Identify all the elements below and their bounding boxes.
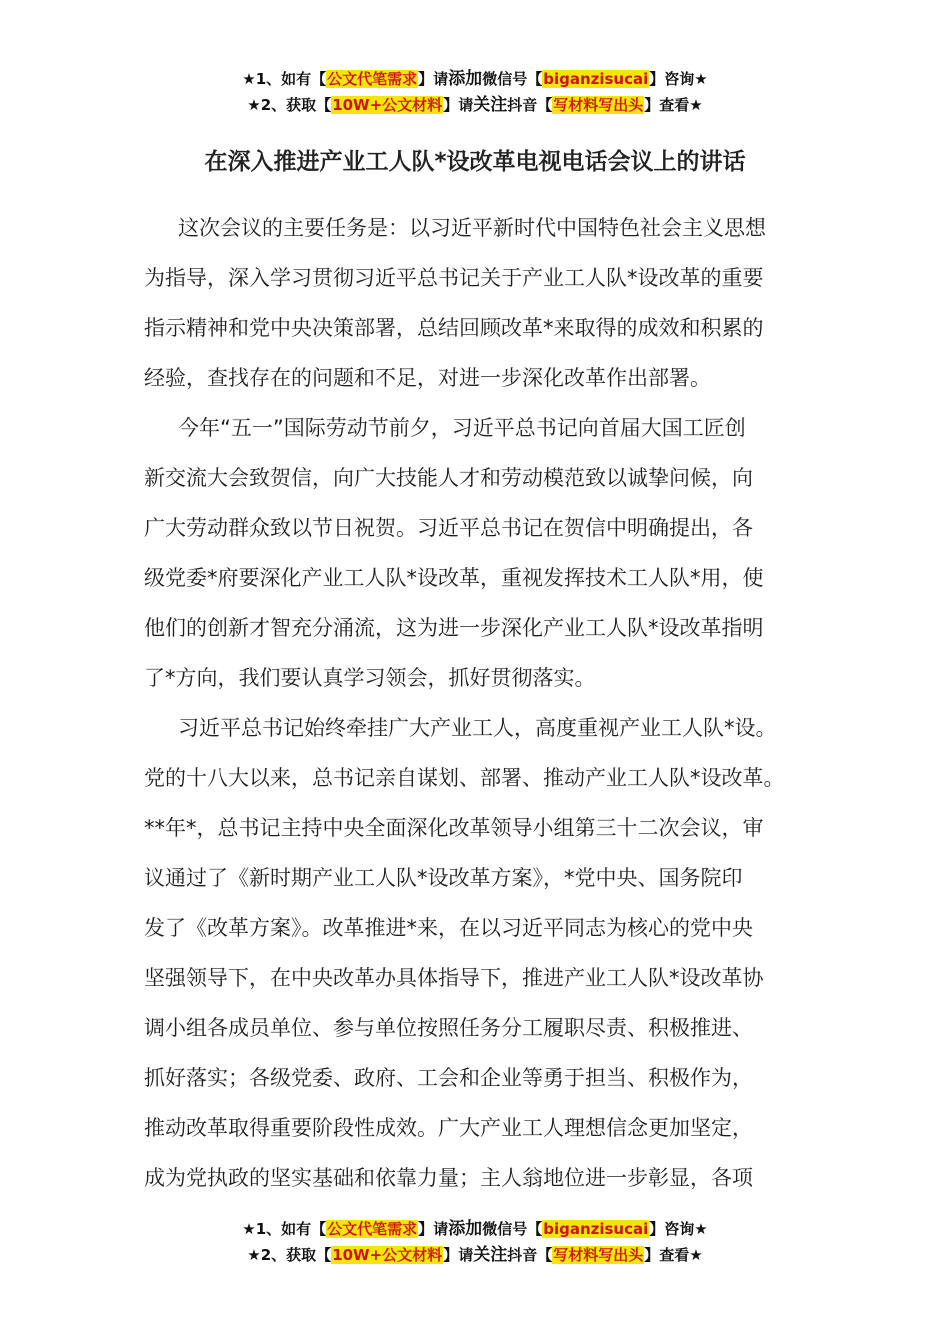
- text-line: 为指导，深入学习贯彻习近平总书记关于产业工人队*设改革的重要: [144, 266, 764, 290]
- text-line: 今年“五一”国际劳动节前夕，习近平总书记向首届大国工匠创: [178, 416, 746, 440]
- banner-text: ★1、如有【: [242, 70, 327, 88]
- banner-text: ★2、获取【: [247, 1246, 332, 1264]
- banner-highlight: 公文代笔需求: [327, 70, 418, 88]
- text-line: 抓好落实；各级党委、政府、工会和企业等勇于担当、积极作为，: [144, 1066, 753, 1090]
- text-line: 广大劳动群众致以节日祝贺。习近平总书记在贺信中明确提出，各: [144, 516, 753, 540]
- banner-highlight: biganzisucai: [543, 70, 649, 88]
- text-line: 习近平总书记始终牵挂广大产业工人，高度重视产业工人队*设。: [178, 716, 777, 740]
- banner-emphasis: 添加: [448, 1219, 483, 1239]
- paragraph-3: [144, 703, 824, 1203]
- paragraph-1: [144, 203, 824, 403]
- text-line: 成为党执政的坚实基础和依靠力量；主人翁地位进一步彰显，各项: [144, 1166, 753, 1190]
- banner-text: 】咨询★: [649, 70, 708, 88]
- header-banner: [0, 66, 950, 118]
- document-body: [144, 203, 824, 1203]
- document-title: 在深入推进产业工人队*设改革电视电话会议上的讲话: [204, 149, 746, 175]
- footer-banner: [0, 1216, 950, 1268]
- banner-text: 】请: [418, 70, 449, 88]
- banner-text: ★1、如有【: [242, 1220, 327, 1238]
- text-line: 了*方向，我们要认真学习领会，抓好贯彻落实。: [144, 666, 596, 690]
- header-line-2: [0, 92, 950, 118]
- banner-highlight: 10W+公文材料: [332, 1246, 443, 1264]
- banner-highlight: 写材料写出头: [553, 1246, 644, 1264]
- banner-text: ★2、获取【: [247, 96, 332, 114]
- text-line: 他们的创新才智充分涌流，这为进一步深化产业工人队*设改革指明: [144, 616, 764, 640]
- paragraph-2: [144, 403, 824, 703]
- text-line: 级党委*府要深化产业工人队*设改革，重视发挥技术工人队*用，使: [144, 566, 764, 590]
- text-line: 发了《改革方案》。改革推进*来，在以习近平同志为核心的党中央: [144, 916, 753, 940]
- banner-emphasis: 关注: [473, 95, 508, 115]
- text-line: 坚强领导下，在中央改革办具体指导下，推进产业工人队*设改革协: [144, 966, 764, 990]
- text-line: 这次会议的主要任务是：以习近平新时代中国特色社会主义思想: [178, 216, 766, 240]
- banner-text: 】咨询★: [649, 1220, 708, 1238]
- text-line: 指示精神和党中央决策部署，总结回顾改革*来取得的成效和积累的: [144, 316, 764, 340]
- banner-highlight: 10W+公文材料: [332, 96, 443, 114]
- banner-text: 】请: [443, 96, 474, 114]
- text-line: 党的十八大以来，总书记亲自谋划、部署、推动产业工人队*设改革。: [144, 766, 785, 790]
- banner-text: 】查看★: [644, 96, 703, 114]
- banner-text: 】请: [443, 1246, 474, 1264]
- banner-highlight: biganzisucai: [543, 1220, 649, 1238]
- banner-highlight: 写材料写出头: [553, 96, 644, 114]
- banner-text: 微信号【: [482, 70, 543, 88]
- header-line-1: [0, 66, 950, 92]
- banner-text: 抖音【: [507, 1246, 553, 1264]
- banner-emphasis: 添加: [448, 69, 483, 89]
- banner-text: 】查看★: [644, 1246, 703, 1264]
- banner-emphasis: 关注: [473, 1245, 508, 1265]
- text-line: 经验，查找存在的问题和不足，对进一步深化改革作出部署。: [144, 366, 711, 390]
- text-line: 新交流大会致贺信，向广大技能人才和劳动模范致以诚挚问候，向: [144, 466, 753, 490]
- text-line: 调小组各成员单位、参与单位按照任务分工履职尽责、积极推进、: [144, 1016, 753, 1040]
- text-line: 推动改革取得重要阶段性成效。广大产业工人理想信念更加坚定，: [144, 1116, 753, 1140]
- banner-text: 微信号【: [482, 1220, 543, 1238]
- banner-highlight: 公文代笔需求: [327, 1220, 418, 1238]
- footer-line-2: [0, 1242, 950, 1268]
- text-line: 议通过了《新时期产业工人队*设改革方案》，*党中央、国务院印: [144, 866, 743, 890]
- text-line: **年*，总书记主持中央全面深化改革领导小组第三十二次会议，审: [144, 816, 764, 840]
- banner-text: 抖音【: [507, 96, 553, 114]
- footer-line-1: [0, 1216, 950, 1242]
- banner-text: 】请: [418, 1220, 449, 1238]
